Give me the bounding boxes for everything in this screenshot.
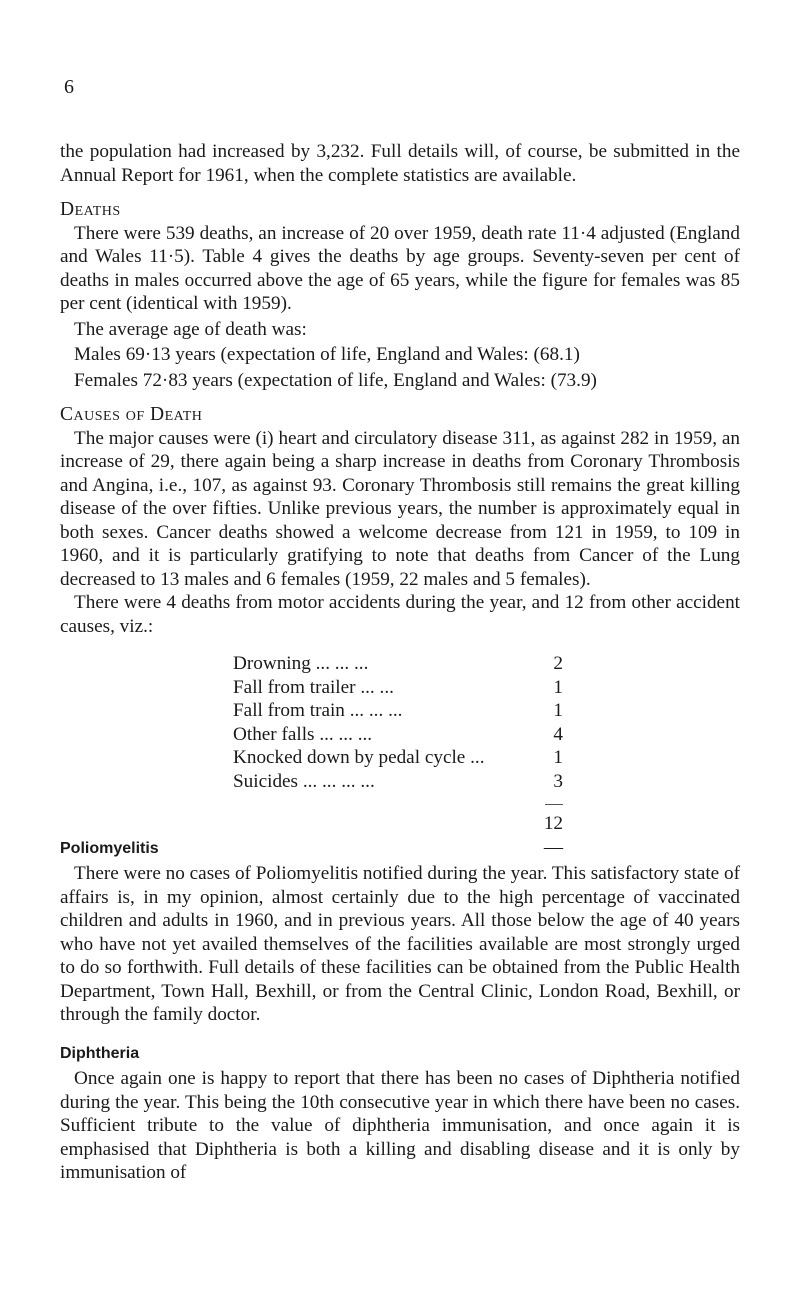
deaths-heading: Deaths [60, 199, 121, 220]
accident-cause: Drowning ... ... ... [233, 653, 369, 674]
polio-heading-line [60, 836, 740, 863]
polio-dash: — [543, 836, 563, 858]
accident-count: 1 [553, 676, 563, 698]
polio-heading: Poliomyelitis [60, 839, 159, 857]
accident-cause: Other falls ... ... ... [233, 723, 373, 745]
accident-count: 3 [553, 770, 563, 792]
accident-total-row [233, 812, 563, 836]
accident-total: 12 [543, 813, 563, 834]
page-number: 6 [64, 76, 74, 98]
total-rule [545, 804, 563, 805]
accident-cause: Suicides ... ... ... ... [233, 770, 375, 792]
accident-cause: Fall from trailer ... ... [233, 676, 394, 698]
accident-cause: Knocked down by pedal cycle ... [233, 747, 485, 768]
accident-list [233, 652, 563, 836]
accident-row [233, 723, 563, 747]
document-body [60, 140, 740, 1185]
accident-count: 1 [553, 700, 563, 721]
males-average-line: Males 69·13 years (expectation of life, England and Wales: (68.1) [74, 344, 580, 365]
average-age-intro: The average age of death was: [74, 318, 307, 340]
causes-heading: Causes of Death [60, 404, 203, 425]
females-average-line: Females 72·83 years (expectation of life, England and Wales: (73.9) [74, 369, 597, 391]
accident-row [233, 746, 563, 770]
diphtheria-heading: Diphtheria [60, 1044, 140, 1062]
accident-count: 4 [553, 723, 563, 745]
accident-row [233, 652, 563, 676]
accident-row [233, 676, 563, 700]
accident-row [233, 699, 563, 723]
deaths-paragraph: There were 539 deaths, an increase of 20 over 1959, death rate 11·4 adjusted (England and Wales 11·5). Table 4 gives the deaths by age groups. Seventy-seven per cent of deaths in males occurred above the age of 65 years, while the figure for females was 85 per cent (identical with 1959). [60, 222, 740, 314]
causes-paragraph-1: The major causes were (i) heart and circulatory disease 311, as against 282 in 1959, an increase of 29, there again being a sharp increase in deaths from Coronary Thrombosis and Angina, i.e., 107, as against 93. Coronary Thrombosis still remains the great killing disease of the over fifties. Unlike previous years, the number is approximately equal in both sexes. Cancer deaths showed a welcome decrease from 121 in 1959, to 109 in 1960, and it is particularly gratifying to note that deaths from Cancer of the Lung decreased to 13 males and 6 females (1959, 22 males and 5 females). [60, 427, 740, 590]
polio-paragraph: There were no cases of Poliomyelitis notified during the year. This satisfactory state of affairs is, in my opinion, almost certainly due to the high percentage of vaccinated children and adults in 1960, and in previous years. All those below the age of 40 years who have not yet availed themselves of the facilities available are most strongly urged to do so forthwith. Full details of these facilities can be obtained from the Public Health Department, Town Hall, Bexhill, or from the Central Clinic, London Road, Bexhill, or through the family doctor. [60, 863, 740, 1025]
accident-count: 1 [553, 747, 563, 768]
intro-paragraph: the population had increased by 3,232. Full details will, of course, be submitted in the Annual Report for 1961, when the complete statistics are available. [60, 141, 740, 186]
causes-paragraph-2: There were 4 deaths from motor accidents during the year, and 12 from other accident causes, viz.: [60, 592, 740, 637]
diphtheria-paragraph: Once again one is happy to report that there has been no cases of Diphtheria notified during the year. This being the 10th consecutive year in which there have been no cases. Sufficient tribute to the value of diphtheria immunisation, and once again it is emphasised that Diphtheria is both a killing and disabling disease and it is only by immunisation of [60, 1068, 740, 1183]
accident-row [233, 770, 563, 794]
accident-count: 2 [553, 653, 563, 674]
accident-cause: Fall from train ... ... ... [233, 700, 403, 721]
